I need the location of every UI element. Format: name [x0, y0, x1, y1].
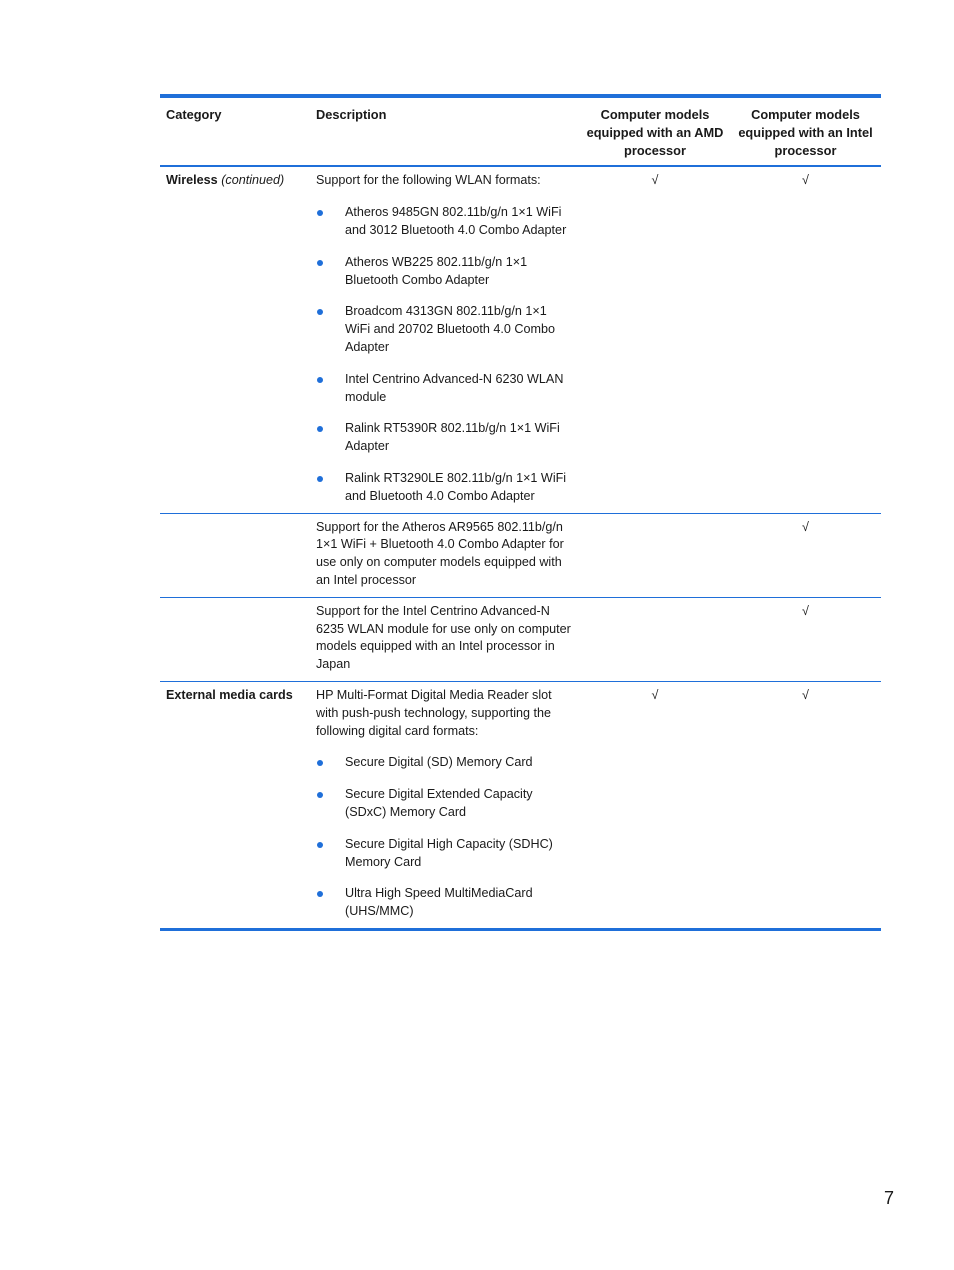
category-cell	[160, 513, 310, 597]
header-intel: Computer models equipped with an Intel processor	[738, 107, 873, 158]
description-cell: Support for the Atheros AR9565 802.11b/g/n 1×1 WiFi + Bluetooth 4.0 Combo Adapter for use only on computer models equipped with an Intel processor	[316, 519, 564, 587]
page-number: 7	[884, 1188, 895, 1208]
intel-check-mark: √	[802, 687, 809, 702]
description-cell: Support for the Intel Centrino Advanced-N 6235 WLAN module for use only on computer models equipped with an Intel processor in Japan	[316, 603, 571, 672]
table-header-row	[160, 96, 881, 166]
amd-check-mark	[580, 597, 730, 681]
list-item: Secure Digital High Capacity (SDHC) Memory Card	[316, 836, 574, 872]
list-item: Ralink RT5390R 802.11b/g/n 1×1 WiFi Adapter	[316, 420, 574, 456]
amd-check-mark: √	[651, 687, 659, 702]
intel-check-mark: √	[802, 603, 809, 618]
list-item: Atheros 9485GN 802.11b/g/n 1×1 WiFi and 3012 Bluetooth 4.0 Combo Adapter	[316, 204, 574, 240]
table-row	[160, 513, 881, 597]
table-row	[160, 166, 881, 513]
description-text: HP Multi-Format Digital Media Reader slot with push-push technology, supporting the following digital card formats:	[316, 687, 552, 738]
category-label: External media cards	[166, 687, 293, 702]
list-item: Secure Digital (SD) Memory Card	[316, 754, 574, 772]
header-description: Description	[316, 107, 387, 122]
category-cell	[160, 681, 310, 929]
bullet-list	[316, 204, 574, 505]
header-category: Category	[166, 107, 222, 122]
intel-check-mark: √	[802, 519, 809, 534]
category-cell	[160, 597, 310, 681]
intel-check-mark: √	[802, 173, 809, 188]
list-item: Atheros WB225 802.11b/g/n 1×1 Bluetooth Combo Adapter	[316, 254, 574, 290]
description-cell	[310, 166, 580, 513]
list-item: Broadcom 4313GN 802.11b/g/n 1×1 WiFi and 20702 Bluetooth 4.0 Combo Adapter	[316, 303, 574, 356]
amd-check-mark: √	[651, 173, 659, 188]
table-row	[160, 681, 881, 929]
bullet-list	[316, 754, 574, 921]
category-note: (continued)	[221, 173, 285, 188]
amd-check-mark	[580, 513, 730, 597]
spec-table	[160, 94, 881, 931]
list-item: Ralink RT3290LE 802.11b/g/n 1×1 WiFi and Bluetooth 4.0 Combo Adapter	[316, 470, 574, 506]
header-amd: Computer models equipped with an AMD processor	[586, 107, 724, 158]
list-item: Ultra High Speed MultiMediaCard (UHS/MMC)	[316, 885, 574, 921]
table-row	[160, 597, 881, 681]
description-cell	[310, 681, 580, 929]
category-label: Wireless	[166, 173, 218, 188]
list-item: Secure Digital Extended Capacity (SDxC) Memory Card	[316, 786, 574, 822]
list-item: Intel Centrino Advanced-N 6230 WLAN module	[316, 371, 574, 407]
description-text: Support for the following WLAN formats:	[316, 173, 541, 188]
category-cell	[160, 166, 310, 513]
